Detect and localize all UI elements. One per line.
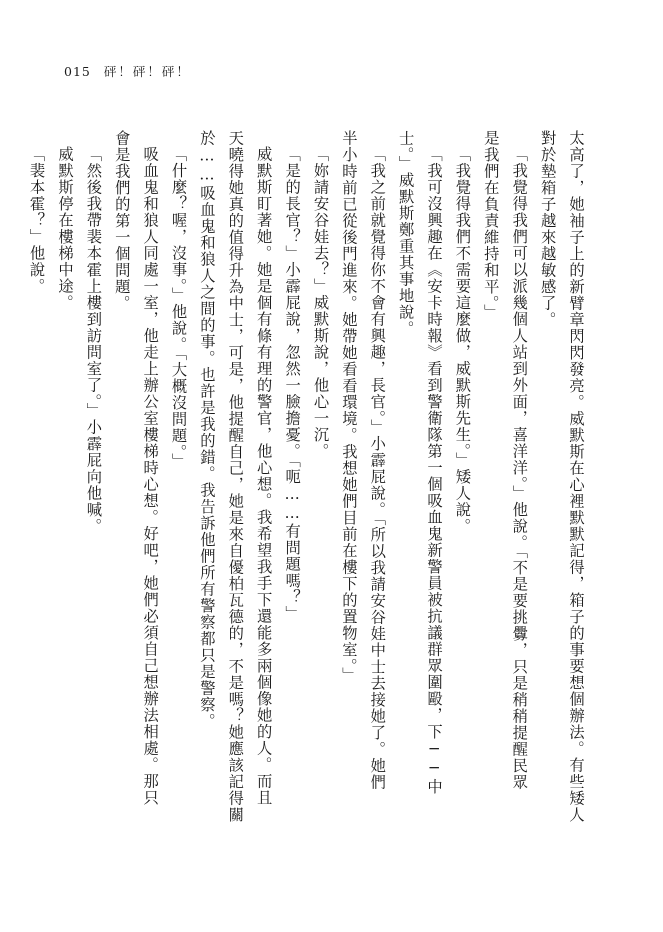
text-line: 「我可沒興趣在《安卡時報》看到警衛隊第一個吸血鬼新警員被抗議群眾圍毆，下──中 [425,146,444,795]
page-number: 015 [64,64,91,79]
text-line: 威默斯盯著她。她是個有條有理的警官，他心想。我希望我手下還能多兩個像她的人。而且 [254,146,273,806]
text-line: 吸血鬼和狼人同處一室，他走上辦公室樓梯時心想。好吧，她們必須自己想辦法相處。那只 [141,146,160,806]
text-line: 會是我們的第一個問題。 [112,130,131,312]
text-line: 威默斯停在樓梯中途。 [55,146,74,311]
text-line: 士。」威默斯鄭重其事地說。 [396,130,415,337]
text-line: 對於墊箱子越來越敏感了。 [538,130,557,328]
running-header [64,62,191,80]
text-line: 半小時前已從後門進來。她帶她看看環境。我想她們目前在樓下的置物室。」 [339,130,358,684]
text-line: 「我覺得我們可以派幾個人站到外面，喜洋洋。」他說。「不是要挑釁，只是稍稍提醒民眾 [510,146,529,791]
text-line: 「我覺得我們不需要這麼做，威默斯先生。」矮人說。 [453,146,472,535]
text-line: 「我之前就覺得你不會有興趣，長官。」小霹屁說。「所以我請安谷娃中士去接她了。她們 [368,146,387,791]
running-title: 砰！砰！砰！ [103,64,191,79]
text-line: 「然後我帶裴本霍上樓到訪問室了。」小霹屁向他喊。 [84,146,103,535]
text-line: 「妳請安谷娃去？」威默斯說，他心一沉。 [311,146,330,460]
text-line: 「什麼？喔，沒事。」他說。「大概沒問題。」 [169,146,188,470]
text-line: 天曉得她真的值得升為中士，可是，他提醒自己，她是來自優柏瓦德的，不是嗎？她應該記得關 [226,130,245,823]
text-line: 太高了，她袖子上的新臂章閃閃發亮。威默斯在心裡默默記得，箱子的事要想個辦法。有些矮人 [567,130,585,823]
text-line: 是我們在負責維持和平。」 [481,130,500,321]
body-text [25,130,587,823]
text-line: 「是的長官？」小霹屁說，忽然一臉擔憂。「呃……有問題嗎？」 [283,146,302,623]
text-line: 於……吸血鬼和狼人之間的事。也許是我的錯。我告訴他們所有警察都只是警察。 [197,130,216,730]
text-line: 「裴本霍？」他說。 [27,146,46,295]
